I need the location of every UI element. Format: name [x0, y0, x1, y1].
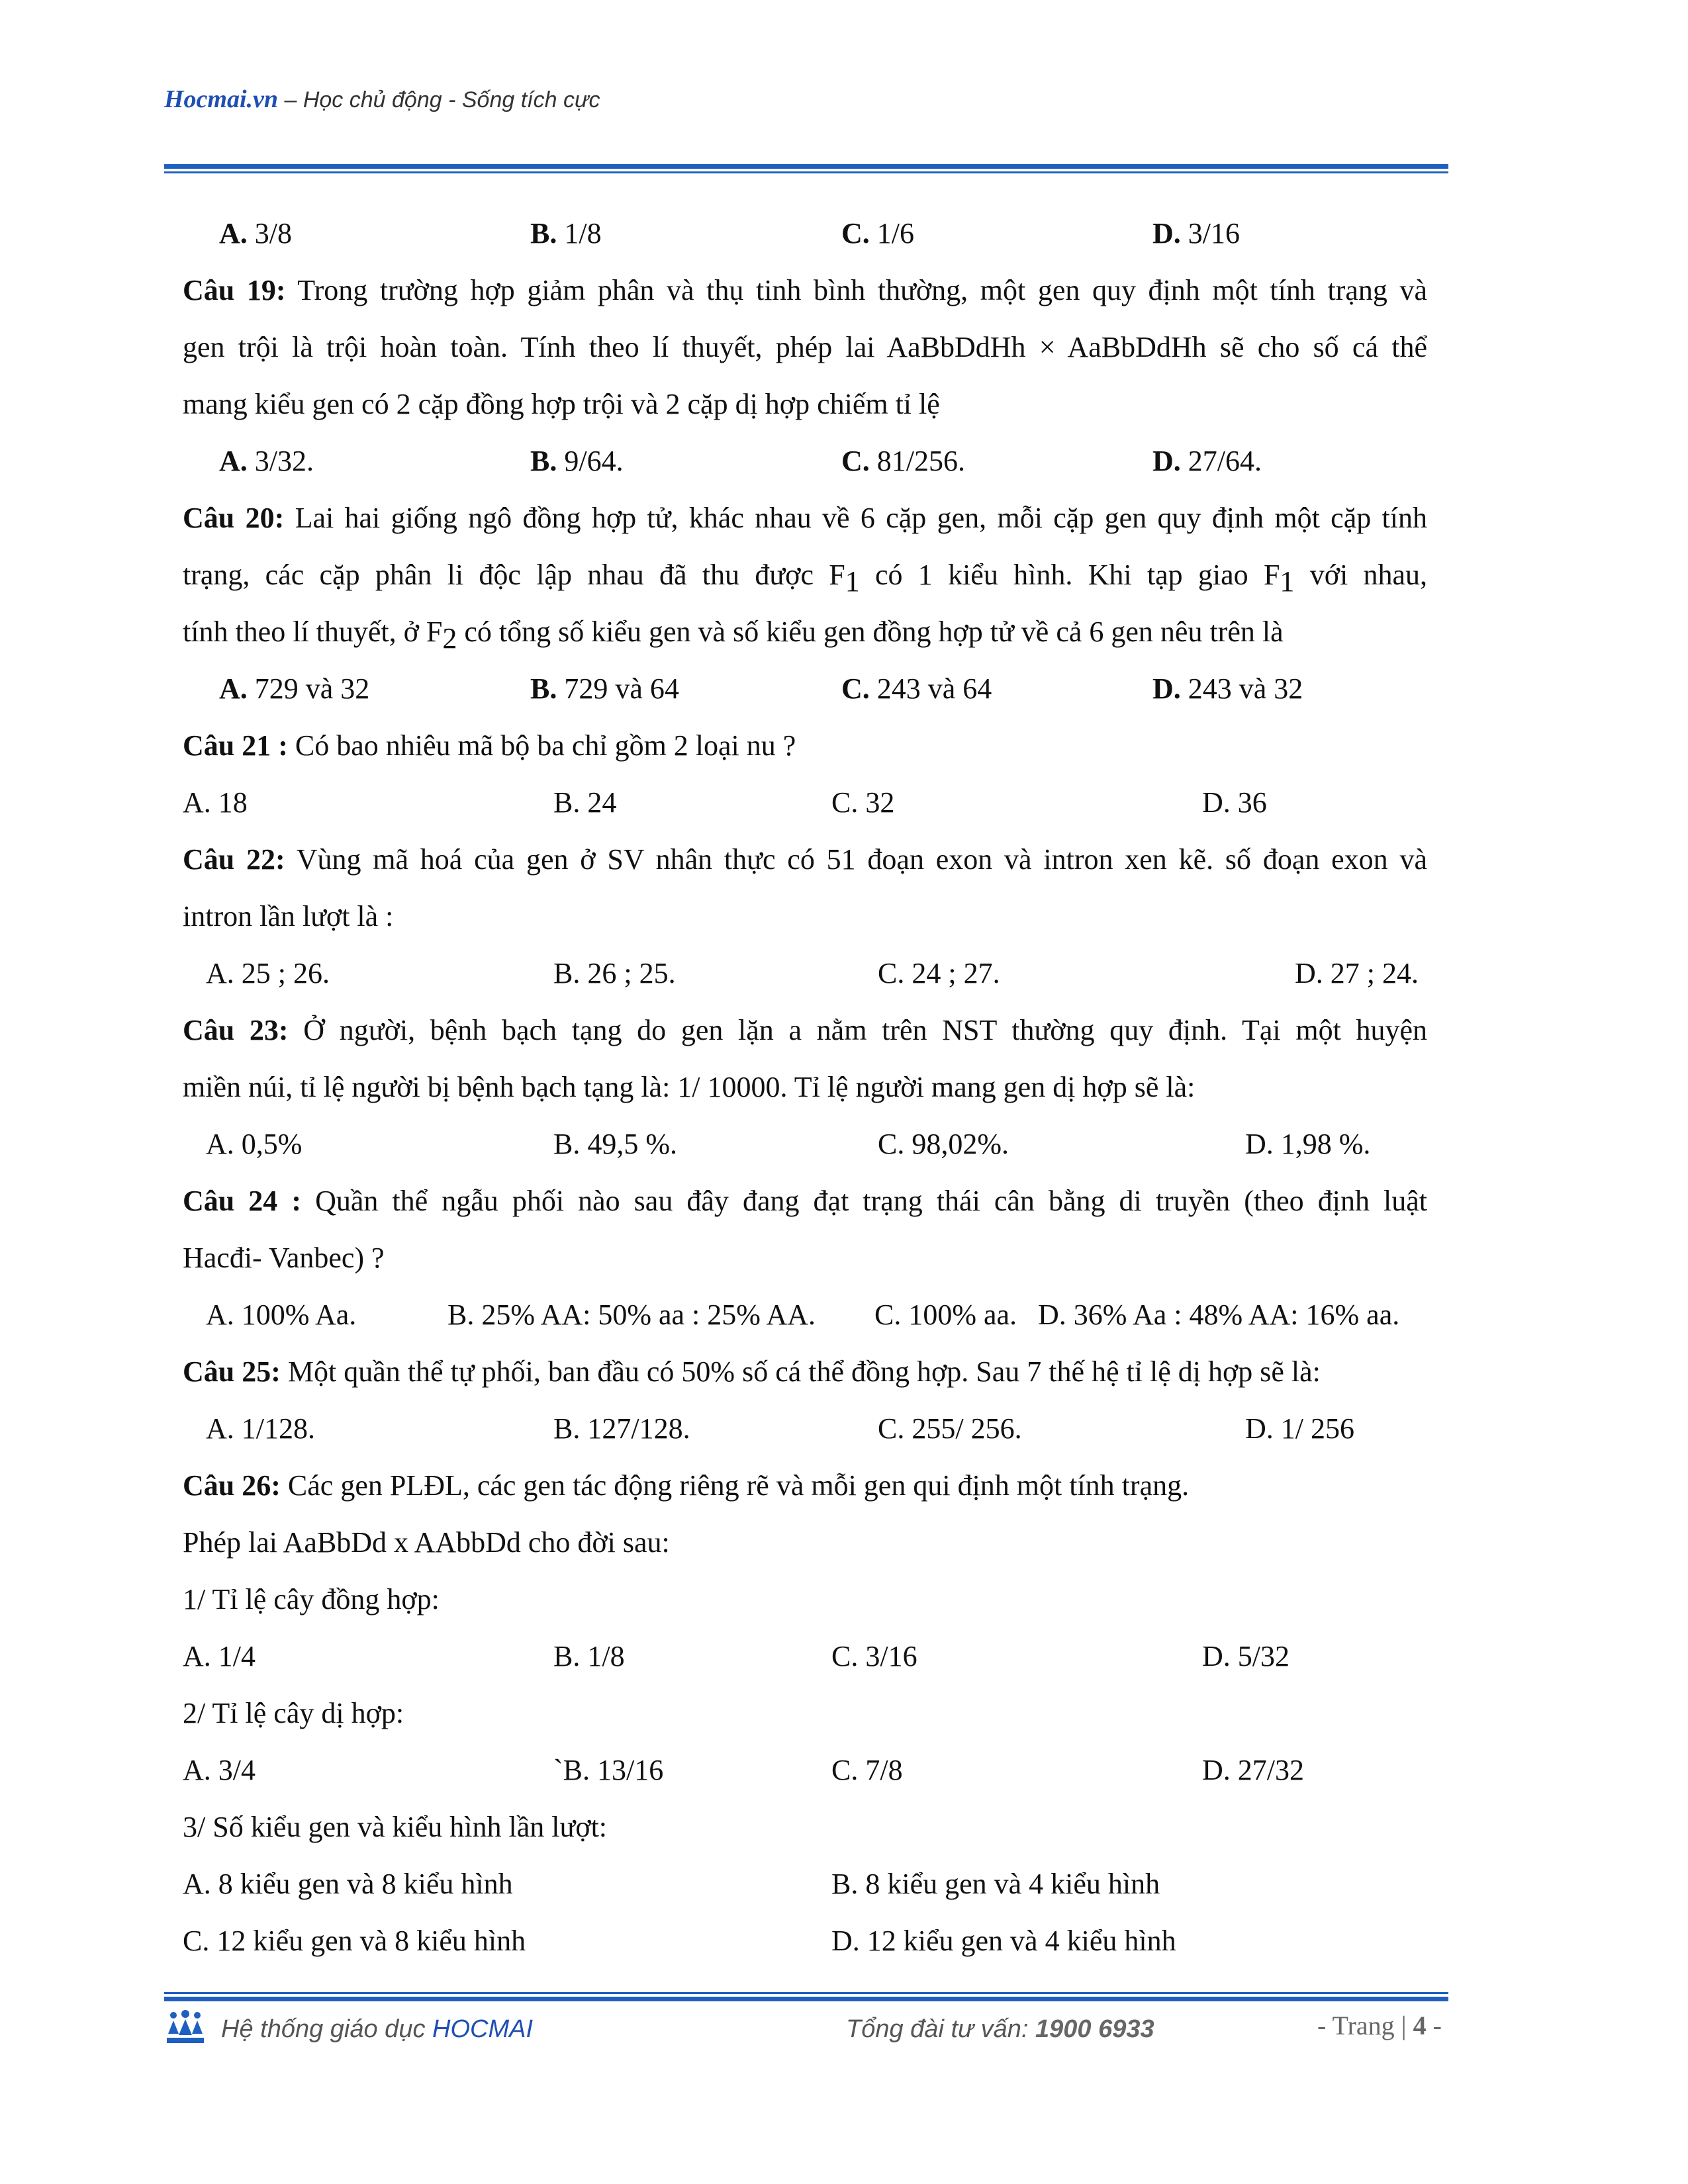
- option: B. 25% AA: 50% aa : 25% AA.: [447, 1298, 816, 1331]
- hocmai-logo-icon: [164, 2009, 207, 2048]
- option: D. 1/ 256: [1245, 1412, 1354, 1445]
- option: A. 100% Aa.: [206, 1298, 357, 1331]
- question-25: [183, 1343, 1427, 1400]
- text-run: 3/ Số kiểu gen và kiểu hình lần lượt:: [183, 1811, 608, 1843]
- question-23: [183, 1002, 1427, 1059]
- text-run: Ở người, bệnh bạch tạng do gen lặn a nằm trên NST thường quy định. Tại một huyện: [288, 1014, 1428, 1046]
- text-run: Vùng mã hoá của gen ở SV nhân thực có 51 đoạn exon và intron xen kẽ. số đoạn exon và: [285, 843, 1427, 876]
- option: D. 36: [1202, 786, 1267, 819]
- q20-options: [183, 660, 1427, 717]
- hotline-number: 1900 6933: [1035, 2015, 1154, 2043]
- option: A. 729 và 32: [219, 672, 370, 705]
- question-20: [183, 490, 1427, 547]
- q24-options: [183, 1287, 1427, 1343]
- text-run: Câu 21 :: [183, 729, 288, 762]
- option: C. 81/256.: [841, 445, 966, 477]
- option: C. 100% aa.: [874, 1298, 1017, 1331]
- option: A. 8 kiểu gen và 8 kiểu hình: [183, 1868, 513, 1900]
- option: B. 49,5 %.: [553, 1128, 677, 1160]
- q26-sub3-options-cd: [183, 1913, 1427, 1970]
- option: A. 1/128.: [206, 1412, 315, 1445]
- option: A. 1/4: [183, 1640, 256, 1672]
- option: C. 7/8: [831, 1754, 903, 1786]
- text-run: Câu 24 :: [183, 1185, 302, 1217]
- option: B. 26 ; 25.: [553, 957, 676, 989]
- text-run: intron lần lượt là :: [183, 900, 394, 933]
- option: A. 0,5%: [206, 1128, 303, 1160]
- text-run: Câu 23:: [183, 1014, 289, 1046]
- q23-options: [183, 1116, 1427, 1173]
- q26-sub2: [183, 1685, 1427, 1742]
- text-run: tính theo lí thuyết, ở F: [183, 615, 443, 648]
- option: D. 1,98 %.: [1245, 1128, 1371, 1160]
- text-run: Câu 19:: [183, 274, 286, 306]
- option: C. 98,02%.: [878, 1128, 1009, 1160]
- option: B. 1/8: [530, 217, 602, 250]
- option: A. 3/32.: [219, 445, 314, 477]
- text-run: Lai hai giống ngô đồng hợp tử, khác nhau về 6 cặp gen, mỗi cặp gen quy định một cặp tính: [284, 502, 1427, 534]
- option: D. 5/32: [1202, 1640, 1289, 1672]
- question-26: [183, 1457, 1427, 1514]
- text-run: với nhau,: [1294, 559, 1427, 591]
- footer-rule-thin: [164, 1992, 1448, 1994]
- header-slogan: – Học chủ động - Sống tích cực: [278, 87, 600, 113]
- q22-options: [183, 945, 1427, 1002]
- option: A. 25 ; 26.: [206, 957, 330, 989]
- text-run: 1/ Tỉ lệ cây đồng hợp:: [183, 1583, 440, 1615]
- page-footer: [164, 2009, 1448, 2048]
- option: B. 24: [553, 786, 617, 819]
- option: D. 12 kiểu gen và 4 kiểu hình: [831, 1925, 1176, 1957]
- text-run: Quần thể ngẫu phối nào sau đây đang đạt trạng thái cân bằng di truyền (theo định luật: [301, 1185, 1427, 1217]
- text-run: Hacđi- Vanbec) ?: [183, 1242, 385, 1274]
- q21-options: [183, 774, 1427, 831]
- option: C. 12 kiểu gen và 8 kiểu hình: [183, 1925, 526, 1957]
- question-22: [183, 831, 1427, 888]
- option: D. 27/64.: [1152, 445, 1262, 477]
- option: B. 8 kiểu gen và 4 kiểu hình: [831, 1868, 1160, 1900]
- question-19: [183, 262, 1427, 319]
- text-run: có 1 kiểu hình. Khi tạp giao F: [859, 559, 1280, 591]
- option: B. 9/64.: [530, 445, 624, 477]
- option: C. 255/ 256.: [878, 1412, 1022, 1445]
- text-run: Phép lai AaBbDd x AAbbDd cho đời sau:: [183, 1526, 670, 1559]
- text-run: 2/ Tỉ lệ cây dị hợp:: [183, 1697, 404, 1729]
- page-header: [164, 85, 600, 114]
- q18-options: [183, 205, 1427, 262]
- option: A. 3/4: [183, 1754, 256, 1786]
- option: D. 36% Aa : 48% AA: 16% aa.: [1038, 1298, 1400, 1331]
- option: D. 243 và 32: [1152, 672, 1303, 705]
- option: C. 1/6: [841, 217, 915, 250]
- q25-options: [183, 1400, 1427, 1457]
- option: C. 3/16: [831, 1640, 917, 1672]
- option: D. 27/32: [1202, 1754, 1304, 1786]
- text-run: có tổng số kiểu gen và số kiểu gen đồng hợp tử về cả 6 gen nêu trên là: [457, 615, 1284, 648]
- text-run: Trong trường hợp giảm phân và thụ tinh bình thường, một gen quy định một tính trạng và: [285, 274, 1427, 306]
- header-rule-thin: [164, 171, 1448, 173]
- text-run: Câu 20:: [183, 502, 285, 534]
- option: C. 24 ; 27.: [878, 957, 1000, 989]
- q26-sub2-options: [183, 1742, 1427, 1799]
- option: A. 3/8: [219, 217, 293, 250]
- option: A. 18: [183, 786, 248, 819]
- text-run: trạng, các cặp phân li độc lập nhau đã thu được F: [183, 559, 845, 591]
- footer-hotline: Tổng đài tư vấn: 1900 6933: [846, 2015, 1154, 2043]
- option: D. 3/16: [1152, 217, 1241, 250]
- option: C. 243 và 64: [841, 672, 992, 705]
- q19-options: [183, 433, 1427, 490]
- q26-sub3: [183, 1799, 1427, 1856]
- q26-sub1-options: [183, 1628, 1427, 1685]
- text-run: Có bao nhiêu mã bộ ba chỉ gồm 2 loại nu ?: [287, 729, 796, 762]
- option: C. 32: [831, 786, 895, 819]
- text-run: Một quần thể tự phối, ban đầu có 50% số cá thể đồng hợp. Sau 7 thế hệ tỉ lệ dị hợp sẽ là:: [280, 1355, 1321, 1388]
- footer-organization: Hệ thống giáo dục HOCMAI: [221, 2015, 534, 2043]
- question-21: [183, 717, 1427, 774]
- text-run: gen trội là trội hoàn toàn. Tính theo lí thuyết, phép lai AaBbDdHh × AaBbDdHh sẽ cho số cá thể: [183, 331, 1427, 363]
- page-number: - Trang | 4 -: [1317, 2011, 1442, 2040]
- text-run: Câu 25:: [183, 1355, 281, 1388]
- option: B. 729 và 64: [530, 672, 679, 705]
- q26-sub3-options-ab: [183, 1856, 1427, 1913]
- q26-sub1: [183, 1571, 1427, 1628]
- document-body: A. 3/8 B. 1/8 C. 1/6 D. 3/16 Câu 19: Trong trường hợp giảm phân và thụ tinh bình thường, một gen quy định một tính trạng và gen trội là trội hoàn toàn. Tính theo lí thuyết, phép lai AaBbDdHh × AaBbDdHh sẽ cho số cá thể mang kiểu gen có 2 cặp đồng hợp trội và 2 cặp dị hợp chiếm tỉ lệ A. 3/32. B. 9/64. C. 81/256. D. 27/64. Câu 20: Lai hai giống ngô đồng hợp tử, khác nhau về 6 cặp gen, mỗi cặp gen quy định một cặp tính trạng, các cặp phân li độc lập nhau đã thu được F1 có 1 kiểu hình. Khi tạp giao F1 với nhau, tính theo lí thuyết, ở F2 có tổng số kiểu gen và số kiểu gen đồng hợp tử về cả 6 gen nêu trên là A. 729 và 32 B. 729 và 64 C. 243 và 64 D. 243 và 32 Câu 21 : Có bao nhiêu mã bộ ba chỉ gồm 2 loại nu ? A. 18 B. 24 C. 32 D. 36 Câu 22: Vùng mã hoá của gen ở SV nhân thực có 51 đoạn exon và intron xen kẽ. số đoạn exon và intron lần lượt là : A. 25 ; 26. B. 26 ; 25. C. 24 ; 27. D. 27 ; 24. Câu 23: Ở người, bệnh bạch tạng do gen lặn a nằm trên NST thường quy định. Tại một huyện miền núi, tỉ lệ người bị bệnh bạch tạng là: 1/ 10000. Tỉ lệ người mang gen dị hợp sẽ là: A. 0,5% B. 49,5 %. C. 98,02%. D. 1,98 %. Câu 24 : Quần thể ngẫu phối nào sau đây đang đạt trạng thái cân bằng di truyền (theo định luật Hacđi- Vanbec) ? A. 100% Aa. B. 25% AA: 50% aa : 25% AA. C. 100% aa. D. 36% Aa : 48% AA: 16% aa. Câu 25: Một quần thể tự phối, ban đầu có 50% số cá thể đồng hợp. Sau 7 thế hệ tỉ lệ dị hợp sẽ là: A. 1/128. B. 127/128. C. 255/ 256. D. 1/ 256 Câu 26: Các gen PLĐL, các gen tác động riêng rẽ và mỗi gen qui định một tính trạng. Phép lai AaBbDd x AAbbDd cho đời sau: 1/ Tỉ lệ cây đồng hợp: A. 1/4 B. 1/8 C. 3/16 D. 5/32 2/ Tỉ lệ cây dị hợp: A. 3/4 `B. 13/16 C. 7/8 D. 27/32 3/ Số kiểu gen và kiểu hình lần lượt: A. 8 kiểu gen và 8 kiểu hình B. 8 kiểu gen và 4 kiểu hình C. 12 kiểu gen và 8 kiểu hình D. 12 kiểu gen và 4 kiểu hình: [183, 205, 1427, 1970]
- option: D. 27 ; 24.: [1295, 957, 1419, 989]
- option: B. 1/8: [553, 1640, 625, 1672]
- text-run: Các gen PLĐL, các gen tác động riêng rẽ và mỗi gen qui định một tính trạng.: [280, 1469, 1190, 1502]
- option: `B. 13/16: [553, 1754, 664, 1786]
- option: B. 127/128.: [553, 1412, 690, 1445]
- text-run: mang kiểu gen có 2 cặp đồng hợp trội và 2 cặp dị hợp chiếm tỉ lệ: [183, 388, 940, 420]
- text-run: Câu 22:: [183, 843, 285, 876]
- question-24: [183, 1173, 1427, 1230]
- text-run: Câu 26:: [183, 1469, 281, 1502]
- header-rule-thick: [164, 164, 1448, 169]
- footer-rule-thick: [164, 1997, 1448, 2001]
- text-run: miền núi, tỉ lệ người bị bệnh bạch tạng là: 1/ 10000. Tỉ lệ người mang gen dị hợp sẽ là:: [183, 1071, 1196, 1103]
- header-brand[interactable]: Hocmai.vn: [164, 85, 279, 113]
